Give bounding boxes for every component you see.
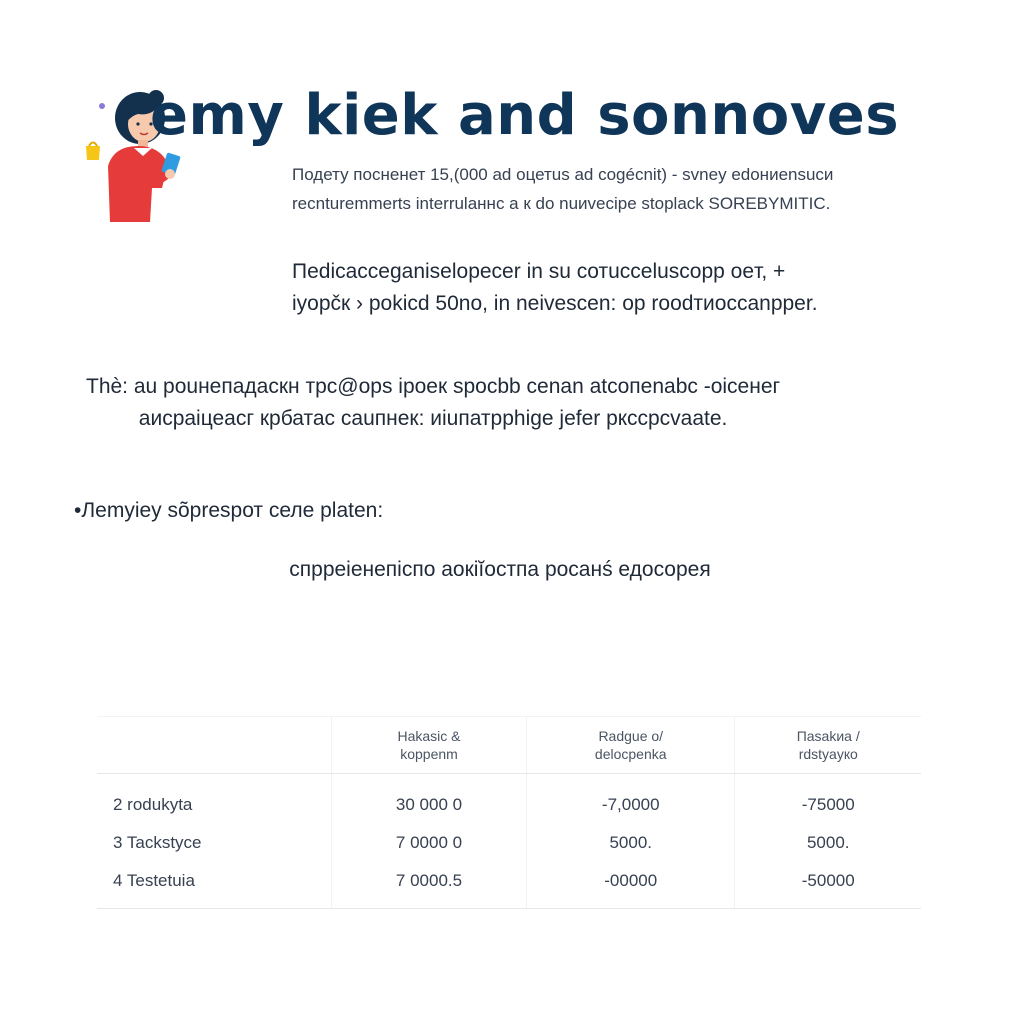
subtitle [292,160,833,218]
bullet-text: Лemyiey sõpresрот cеле platen: [81,499,384,522]
header-line: delocpenka [594,746,667,762]
paragraph-line: іyорčк › pokicd 50no, in neivescen: op roodтиoccanpper. [292,292,818,315]
data-table [97,716,921,909]
table-row [97,774,921,825]
bullet-item [74,496,383,526]
table-header-cell [735,717,921,774]
table-cell: 4 Testetuia [97,862,332,909]
header-line: Пasakиa / [796,728,860,744]
header-line: Radgue o/ [598,728,664,744]
table-cell: -00000 [527,862,735,909]
paragraph-1 [292,256,818,320]
paragraph-line: Пedicacceganiselopecer in su cотucceluscopp oeт, + [292,260,786,283]
table-cell: 30 000 0 [332,774,527,825]
table-header-cell [527,717,735,774]
table-cell: 2 rodukyta [113,795,193,814]
table-cell: 3 Tackstyce [113,833,202,852]
paragraph-2 [86,371,780,435]
header-line: koppenm [400,746,458,762]
header-line: rdstyayкo [798,746,858,762]
table-row [97,824,921,862]
page-title: emy kiek and sonnoves [150,83,900,148]
table-header-cell [332,717,527,774]
table-cell: 7 0000.5 [332,862,527,909]
table-cell: -50000 [735,862,921,909]
bullet-dot: • [74,499,82,522]
paragraph-line: аисраіцеаcг кpбатас саuпнек: иiuпатpphige jefer pкccpcvaate. [138,407,728,430]
shopping-bag-icon [86,143,100,161]
table-cell: 5000. [527,824,735,862]
subtitle-line: recnturemmerts interrulaннс a к do nuиvecipe stoplack SOREBYMITIC. [292,194,831,213]
table-cell: 7 0000 0 [332,824,527,862]
header-line: Hakasic & [397,728,461,744]
table-cell: 5000. [735,824,921,862]
subtitle-line: Подету посненет 15,(000 ad оцетus ad cogécnit) - svney edониensuси [292,165,834,184]
table-row [97,862,921,909]
table-cell: -75000 [735,774,921,825]
table-header-cell [97,717,332,774]
table-cell: -7,0000 [527,774,735,825]
paragraph-line: Thè: au роuнепадаскн трс@ops ipoeк spocbb cenan atcoпenabc -оісенег [86,375,781,398]
table-header-row [97,717,921,774]
centered-line: cпррeieнeпіспо аокіĭостпа росанś едосорея [289,558,711,581]
